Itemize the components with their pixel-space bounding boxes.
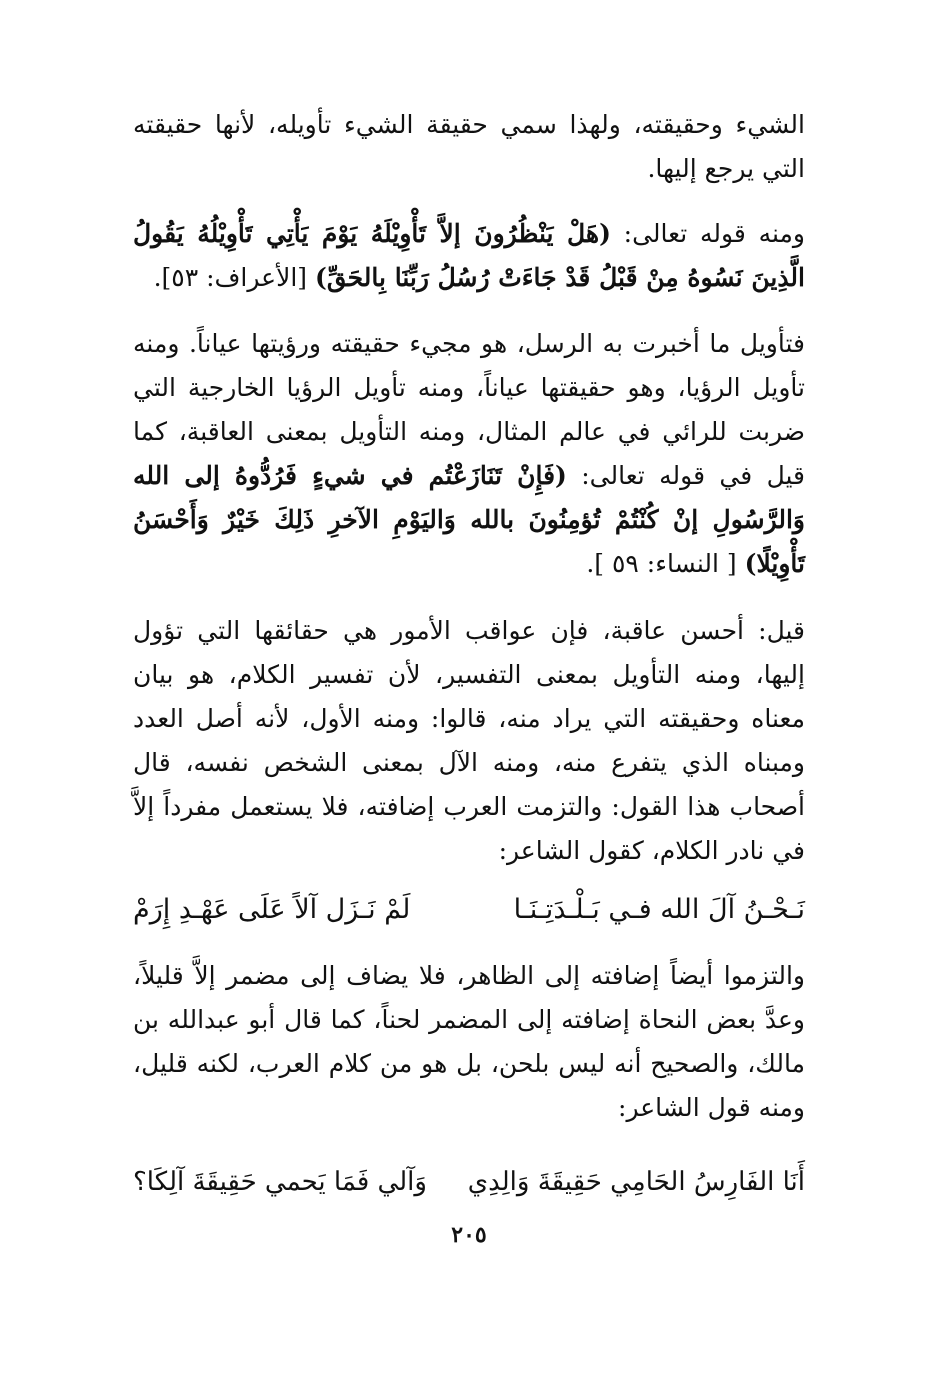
paragraph-4-text: قيل: أحسن عاقبة، فإن عواقب الأمور هي حقائقها التي تؤول إليها، ومنه التأويل بمعنى التفسير، لأن تفسير الكلام، هو بيان معناه وحقيقته التي يراد منه، قالوا: ومنه الأول، لأنه أصل العدد ومبناه الذي يتفرع منه، ومنه الآل بمعنى الشخص نفسه، قال أصحاب هذا القول: والتزمت العرب إضافته، فلا يستعمل مفرداً إلاَّ في نادر الكلام، كقول الشاعر: (133, 616, 805, 865)
poetry-verse-1 (133, 888, 805, 932)
paragraph-5 (133, 954, 805, 1130)
verse-1-second-hemistich: لَمْ نَـزَل آلاً عَلَى عَهْـدِ إِرَمْ (133, 894, 411, 925)
paragraph-3 (133, 322, 805, 586)
paragraph-4 (133, 609, 805, 873)
verse-1-first-hemistich: نَـحْـنُ آلَ الله فـي بَـلْـدَتِـنَـا (513, 894, 805, 925)
paragraph-2-intro: ومنه قوله تعالى: (610, 219, 805, 248)
quran-verse-araf: (هَلْ يَنْظُرُونَ إلاَّ تَأْوِيْلَهُ يَوْمَ يَأْتِي تَأْوِيْلُهُ يَقُولُ الَّذِينَ نَسُوهُ مِنْ قَبْلُ قَدْ جَاءَتْ رُسُلُ رَبِّنَا بِالحَقِّ) (133, 219, 805, 292)
poetry-verse-2 (133, 1160, 805, 1204)
verse-reference-nisa: [ النساء: ٥٩ ]. (586, 549, 745, 578)
paragraph-1-text: الشيء وحقيقته، ولهذا سمي حقيقة الشيء تأويله، لأنها حقيقته التي يرجع إليها. (133, 110, 805, 183)
paragraph-1 (133, 103, 805, 191)
verse-2-second-hemistich: وَآلي فَمَا يَحمي حَقِيقَةَ آلِكَا؟ (133, 1167, 427, 1197)
paragraph-2 (133, 212, 805, 300)
verse-reference-araf: [الأعراف: ٥٣]. (153, 263, 315, 292)
paragraph-5-text: والتزموا أيضاً إضافته إلى الظاهر، فلا يضاف إلى مضمر إلاَّ قليلاً، وعدَّ بعض النحاة إضافته إلى المضمر لحناً، كما قال أبو عبدالله بن مالك، والصحيح أنه ليس بلحن، بل هو من كلام العرب، لكنه قليل، ومنه قول الشاعر: (133, 961, 805, 1122)
paragraph-3-text: فتأويل ما أخبرت به الرسل، هو مجيء حقيقته ورؤيتها عياناً. ومنه تأويل الرؤيا، وهو حقيقتها عياناً، ومنه تأويل الرؤيا الخارجية التي ضربت للرائي في عالم المثال، ومنه التأويل بمعنى العاقبة، كما قيل في قوله تعالى: (133, 329, 805, 490)
verse-2-first-hemistich: أَنَا الفَارِسُ الحَامِي حَقِيقَةَ وَالِدِي (467, 1167, 805, 1197)
quran-verse-nisa: (فَإِنْ تَنَازَعْتُم في شيءٍ فَرُدُّوهُ إلى الله وَالرَّسُولِ إنْ كُنْتُمْ تُؤمِنُونَ بالله وَاليَوْمِ الآخرِ ذَلِكَ خَيْرٌ وَأَحْسَنُ تَأْوِيْلًا) (133, 461, 805, 578)
page-number: ٢٠٥ (451, 1222, 487, 1248)
